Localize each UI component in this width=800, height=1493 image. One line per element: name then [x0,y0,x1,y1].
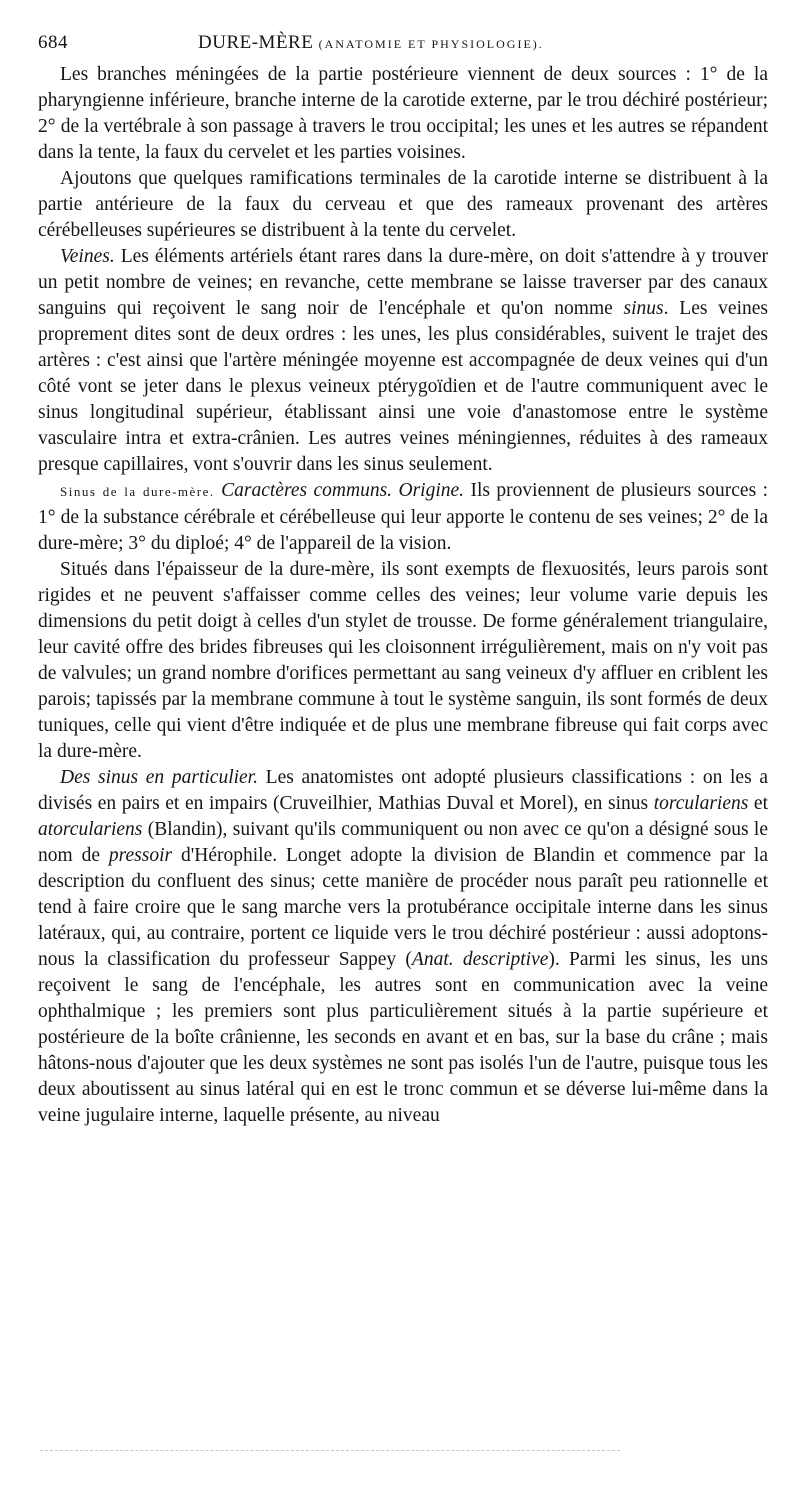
paragraph-carotid-ramifications: Ajoutons que quelques ramifications terminales de la carotide interne se distribuent à la partie antérieure de la faux du cerveau et que des rameaux provenant des artères cérébelleuses supérieures se distribuent à la tente du cervelet. [38,168,768,241]
section-lead-des-sinus: Des sinus en particulier. [60,767,258,788]
subheading-origine: Origine. [398,480,465,501]
bleed-through-rule [40,1450,620,1451]
paragraph-particular-text-c: (Blandin), suivant qu'ils communiquent ou non avec ce qu'on a désigné sous le nom de [38,819,768,866]
paragraph-veins-text-b: . Les veines proprement dites sont de deux ordres : les unes, les plus considérables, suivent le trajet des artères : c'est ainsi que l'artère méningée moyenne est accompagnée de deux veines qui d'un côté vont se jeter dans le plexus veineux ptérygoïdien et de l'autre communiquent avec le sinus longitudinal supérieur, établissant ainsi une voie d'anastomose entre le système vasculaire intra et extra-crânien. Les autres veines méningiennes, réduites à des rameaux presque capillaires, vont s'ouvrir dans les sinus seulement. [38,298,769,475]
paragraph-particular-text-e: ). Parmi les sinus, les uns reçoivent le sang de l'encéphale, les autres sont en communication avec la veine ophthalmique ; les premiers sont plus particulièrement situés à la partie supérieure et postérieure de la boîte crânienne, les seconds en avant et en bas, sur la base du crâne ; mais hâtons-nous d'ajouter que les deux systèmes ne sont pas isolés l'un de l'autre, puisque tous les deux aboutissent au sinus latéral qui en est le tronc commun et se déverse lui-même dans la veine jugulaire interne, laquelle présente, au niveau [38,949,768,1126]
book-page [38,22,768,1129]
term-pressoir: pressoir [108,845,173,866]
subheading-caracteres-communs: Caractères communs. [221,480,393,501]
paragraph-sinus-common-characters [38,478,768,557]
section-lead-veines: Veines. [60,246,115,267]
section-lead-sinus-dure-mere: Sinus de la dure-mère. [60,484,215,499]
paragraph-sinus-structure: Situés dans l'épaisseur de la dure-mère, ils sont exempts de flexuosités, leurs parois sont rigides et ne peuvent s'affaisser comme celles des veines; leur volume varie depuis les dimensions du petit doigt à celles d'un stylet de trousse. De forme généralement triangulaire, leur cavité offre des brides fibreuses qui les cloisonnent irrégulièrement, mais on n'y voit pas de valvules; un grand nombre d'orifices permettant au sang veineux d'y affluer en criblent les parois; tapissés par la membrane commune à tout le système sanguin, ils sont formés de deux tuniques, celle qui vient d'être indiquée et de plus une membrane fibreuse qui fait corps avec la dure-mère. [38,559,768,762]
term-torculariens: torculariens [653,793,749,814]
paragraph-veins [38,244,768,478]
running-header [38,22,768,62]
paragraph-particular-text-b: et [748,793,769,814]
citation-anat-descriptive: Anat. descriptive [411,949,549,970]
paragraph-sinus-origin-text: Ils proviennent de plusieurs sources : 1° de la substance cérébrale et cérébelleuse qui leur apporte le contenu de ses veines; 2° de la dure-mère; 3° du diploé; 4° de l'appareil de la vision. [38,480,769,554]
paragraph-sinus-particular [38,765,768,1129]
paragraph-meningeal-branches: Les branches méningées de la partie postérieure viennent de deux sources : 1° de la pharyngienne inférieure, branche interne de la carotide externe, par le trou déchiré postérieur; 2° de la vertébrale à son passage à travers le trou occipital; les unes et les autres se répandent dans la tente, la faux du cervelet et les parties voisines. [38,64,768,163]
running-title [198,32,544,54]
term-atorculariens: atorculariens [38,819,143,840]
page-body [38,62,768,1129]
page-number: 684 [38,32,68,53]
running-title-subtitle: (ANATOMIE ET PHYSIOLOGIE). [318,37,544,51]
paragraph-veins-text-a: Les éléments artériels étant rares dans la dure-mère, on doit s'attendre à y trouver un petit nombre de veines; en revanche, cette membrane se laisse traverser par des canaux sanguins qui reçoivent le sang noir de l'encéphale et qu'on nomme [38,246,768,319]
term-sinus: sinus [623,298,664,319]
paragraph-particular-text-d: d'Hérophile. Longet adopte la division de Blandin et commence par la description du confluent des sinus; cette manière de procéder nous paraît peu rationnelle et tend à faire croire que le sang marche vers la protubérance occipitale interne dans les sinus latéraux, qui, au contraire, portent ce liquide vers le trou déchiré postérieur : aussi adoptons-nous la classification du professeur Sappey ( [38,845,768,970]
paragraph-particular-text-a: Les anatomistes ont adopté plusieurs classifications : on les a divisés en pairs et en impairs (Cruveilhier, Mathias Duval et Morel), en sinus [38,767,768,814]
running-title-main: DURE-MÈRE [198,32,314,53]
